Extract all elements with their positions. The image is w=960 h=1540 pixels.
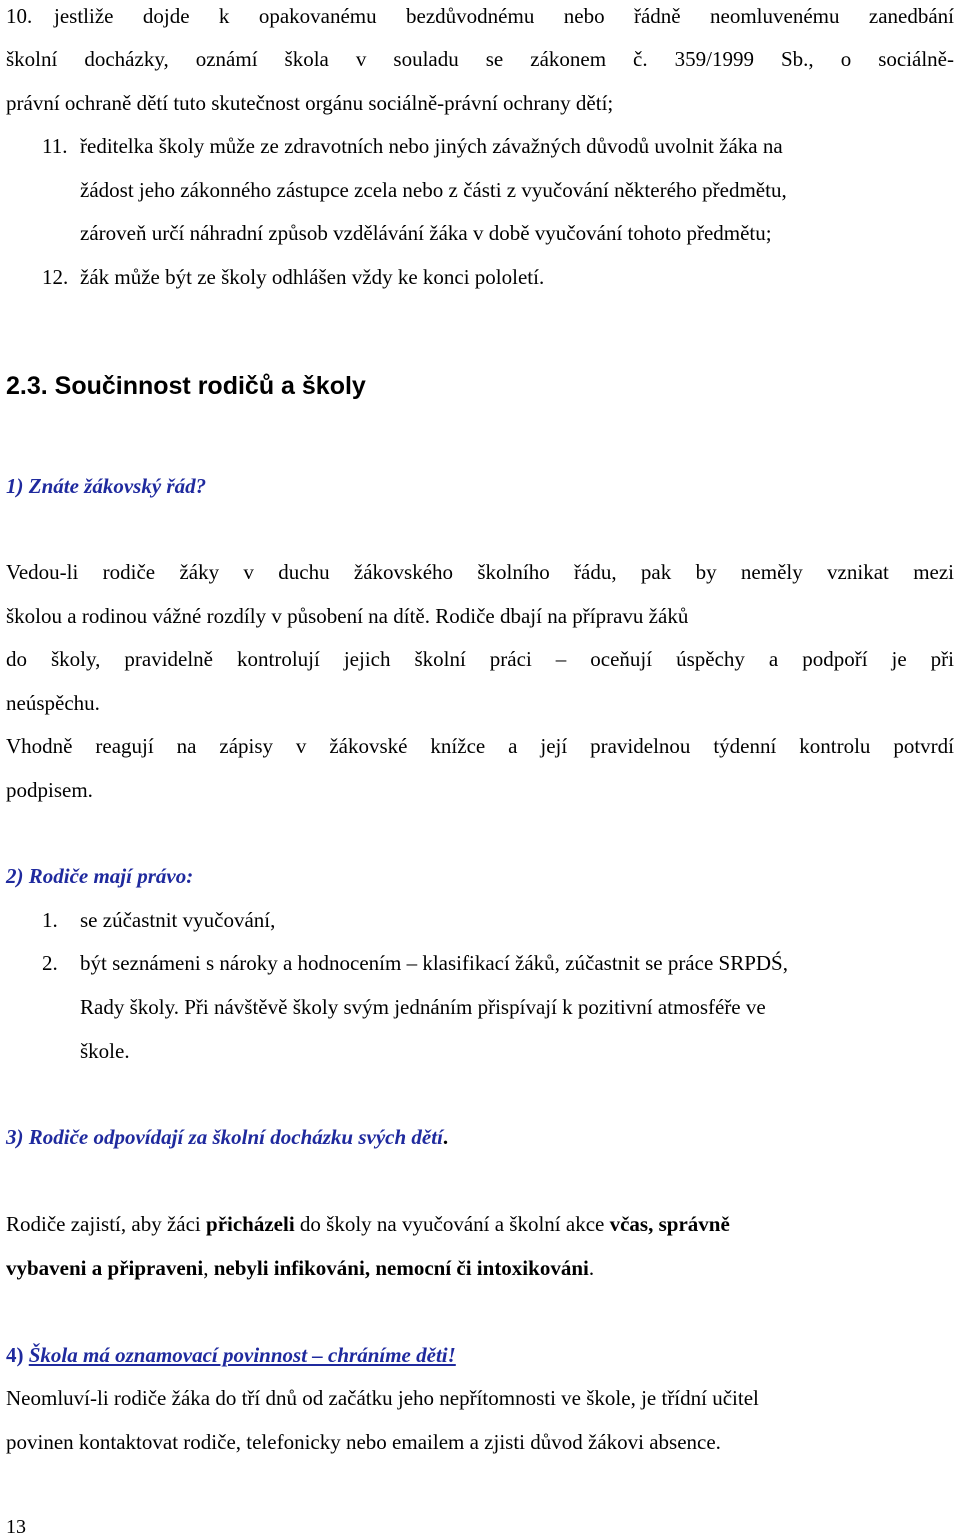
paragraph-line: povinen kontaktovat rodiče, telefonicky nebo emailem a zjisti důvod žákovi absence. bbox=[6, 1430, 721, 1454]
list-number: 10. bbox=[6, 4, 33, 28]
text-run-bold: vybaveni a připraveni bbox=[6, 1256, 204, 1280]
list-text-line: se zúčastnit vyučování, bbox=[80, 908, 276, 932]
paragraph-line: podpisem. bbox=[6, 778, 93, 802]
question-4-number: 4) bbox=[6, 1343, 29, 1367]
list-text-line: jestliže dojde k opakovanému bezdůvodnému nebo řádně neomluvenému zanedbání bbox=[54, 4, 954, 28]
paragraph-line: neúspěchu. bbox=[6, 691, 100, 715]
list-number: 2. bbox=[42, 951, 58, 975]
paragraph-line: do školy, pravidelně kontrolují jejich školní práci – oceňují úspěchy a podpoří je při bbox=[6, 647, 954, 671]
list-text-line: ředitelka školy může ze zdravotních nebo jiných závažných důvodů uvolnit žáka na bbox=[80, 134, 783, 158]
list-text-line: zároveň určí náhradní způsob vzdělávání žáka v době vyučování tohoto předmětu; bbox=[80, 221, 772, 245]
paragraph-line: Neomluví-li rodiče žáka do tří dnů od začátku jeho nepřítomnosti ve škole, je třídní učitel bbox=[6, 1386, 759, 1410]
text-run: , bbox=[203, 1256, 214, 1280]
page-number: 13 bbox=[6, 1516, 26, 1538]
list-text-line: právní ochraně dětí tuto skutečnost orgánu sociálně-právní ochrany dětí; bbox=[6, 91, 614, 115]
text-run-bold: včas, správně bbox=[609, 1212, 730, 1236]
section-title: 2.3. Součinnost rodičů a školy bbox=[6, 372, 366, 400]
text-run-bold: nebyli infikováni, nemocní či intoxikováni bbox=[213, 1256, 589, 1280]
list-number: 12. bbox=[42, 265, 69, 289]
text-run-bold: přicházeli bbox=[206, 1212, 295, 1236]
question-3-heading-text: 3) Rodiče odpovídají za školní docházku svých dětí bbox=[6, 1125, 443, 1149]
question-3-heading-period: . bbox=[442, 1125, 449, 1149]
paragraph-line: Vedou-li rodiče žáky v duchu žákovského školního řádu, pak by neměly vznikat mezi bbox=[6, 560, 954, 584]
list-text-line: být seznámeni s nároky a hodnocením – klasifikací žáků, zúčastnit se práce SRPDŚ, bbox=[80, 951, 788, 975]
paragraph-line: Vhodně reagují na zápisy v žákovské knížce a její pravidelnou týdenní kontrolu potvrdí bbox=[6, 734, 954, 758]
list-text-line: žák může být ze školy odhlášen vždy ke konci pololetí. bbox=[80, 265, 545, 289]
list-text-line: žádost jeho zákonného zástupce zcela nebo z části z vyučování některého předmětu, bbox=[80, 178, 787, 202]
question-2-heading: 2) Rodiče mají právo: bbox=[6, 864, 194, 888]
list-text-line: škole. bbox=[80, 1039, 130, 1063]
text-run: Rodiče zajistí, aby žáci bbox=[6, 1212, 207, 1236]
question-1-heading: 1) Znáte žákovský řád? bbox=[6, 474, 207, 498]
list-text-line: Rady školy. Při návštěvě školy svým jednáním přispívají k pozitivní atmosféře ve bbox=[80, 995, 766, 1019]
list-number: 11. bbox=[42, 134, 68, 158]
paragraph-line: školou a rodinou vážné rozdíly v působení na dítě. Rodiče dbají na přípravu žáků bbox=[6, 604, 689, 628]
list-text-line: školní docházky, oznámí škola v souladu se zákonem č. 359/1999 Sb., o sociálně- bbox=[6, 47, 954, 71]
paragraph-line bbox=[6, 1210, 954, 1238]
question-4-heading-wrap bbox=[29, 1343, 456, 1367]
text-run: do školy na vyučování a školní akce bbox=[294, 1212, 610, 1236]
question-4-heading-text: Škola má oznamovací povinnost – chráníme děti! bbox=[28, 1343, 456, 1367]
text-run: . bbox=[588, 1256, 595, 1280]
question-4-heading bbox=[6, 1341, 960, 1369]
paragraph-line bbox=[6, 1254, 954, 1282]
question-3-heading bbox=[6, 1123, 960, 1151]
list-number: 1. bbox=[42, 908, 58, 932]
